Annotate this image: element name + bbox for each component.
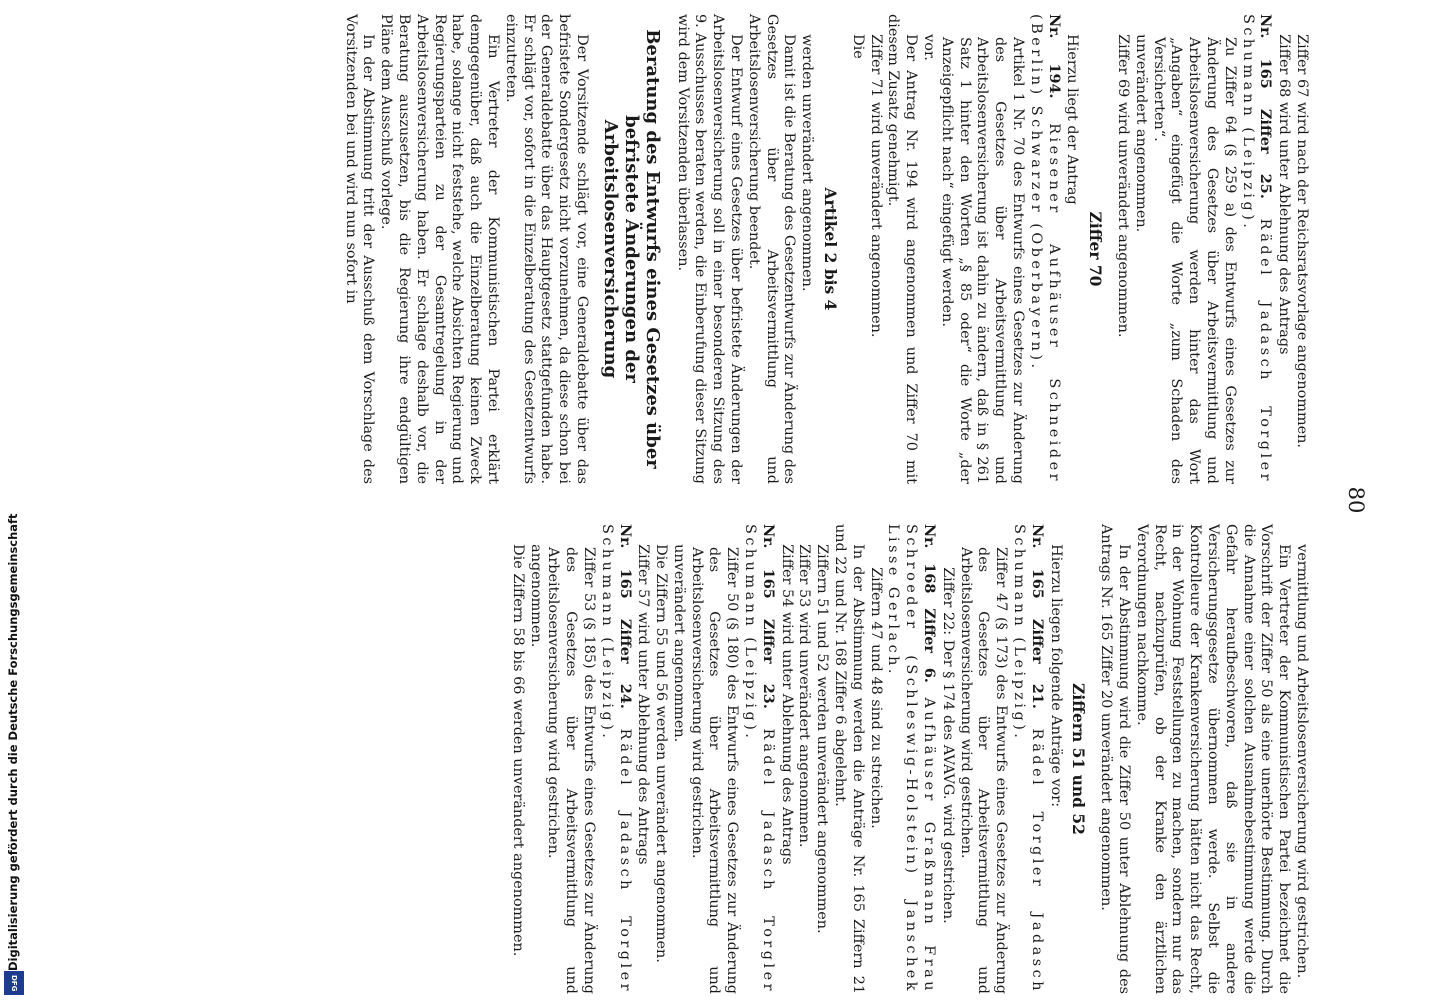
motion-number: Nr. 168 Ziffer 6. xyxy=(921,524,939,683)
paragraph: Damit ist die Beratung des Gesetzentwurfs zur Änderung des Gesetzes über Arbeitsvermittlung und Arbeitslosenversicherung beendet. xyxy=(745,14,798,484)
section-heading: Ziffer 70 xyxy=(1086,211,1106,287)
motion-subtext: Ziffer 22: Der § 174 des AVAVG. wird gestrichen. xyxy=(939,567,956,924)
paragraph: Ziffer 54 wird unter Ablehnung des Antrags xyxy=(778,544,795,865)
paragraph: Ziffer 71 wird unverändert angenommen. xyxy=(867,34,884,338)
motion-header xyxy=(1238,14,1275,484)
motion-sponsors: Aufhäuser Graßmann Frau Schroeder (Schleswig-Holstein) Janschek Lisse Gerlach. xyxy=(885,524,938,994)
paragraph: Ziffer 57 wird unter Ablehnung des Antrags xyxy=(635,544,652,865)
motion-number: Nr. 165 Ziffer 24. xyxy=(616,524,634,709)
paragraph: Ziffer 68 wird unter Ablehnung des Antrags xyxy=(1276,34,1293,355)
motion-header xyxy=(884,524,938,994)
motion-entry xyxy=(544,524,634,994)
section-heading: Ziffern 51 und 52 xyxy=(1069,683,1089,835)
paragraph: In der Abstimmung wird die Ziffer 50 unter Ablehnung des Antrags Nr. 165 Ziffer 20 unverändert angenommen. xyxy=(1098,524,1133,994)
motion-subtext: Ziffern 47 und 48 sind zu streichen. xyxy=(867,567,884,829)
motion-number: Nr. 165 Ziffer 21. xyxy=(1028,524,1046,709)
paragraph: In der Abstimmung werden die Anträge Nr. 165 Ziffern 21 und 22 und Nr. 168 Ziffer 6 abgelehnt. xyxy=(832,524,866,994)
motion-entry xyxy=(687,524,777,994)
motion-sponsors: Rädel Jadasch Torgler Schumann (Leipzig). xyxy=(742,524,776,994)
motion-entry xyxy=(937,14,1063,484)
digitization-credit xyxy=(0,0,30,1000)
paragraph: In der Abstimmung tritt der Ausschuß dem Vorschlage des Vorsitzenden bei und wird nun sofort in xyxy=(342,14,377,484)
motion-text: Zu Ziffer 64 (§ 259 a) des Entwurfs eines Gesetzes zur Änderung des Gesetzes über Arbeitsvermittlung und Arbeitslosenversicherung werden hinter das Wort „Angaben“ eingefügt die Worte „zum Schaden des Versicherten“. xyxy=(1150,37,1238,484)
paragraph: Hierzu liegen folgende Anträge vor: xyxy=(1047,544,1064,808)
motion-sponsors: Rädel Torgler Jadasch Schumann (Leipzig). xyxy=(1011,524,1045,994)
page-number: 80 xyxy=(1344,486,1368,514)
motion-text: Ziffer 47 (§ 173) des Entwurfs eines Gesetzes zur Änderung des Gesetzes über Arbeitsvermittlung und Arbeitslosenversicherung wird gestrichen. xyxy=(957,547,1010,994)
motion-sponsors: Rädel Jadasch Torgler Schumann (Leipzig). xyxy=(1239,14,1274,484)
section-heading: Artikel 2 bis 4 xyxy=(821,187,841,311)
motion-text: Artikel 1 Nr. 70 des Entwurfs eines Gesetzes zur Änderung des Gesetzes über Arbeitsvermittlung und Arbeitslosenversicherung ist dahin zu ändern, daß in § 261 Satz 1 hinter den Worten „§ 85 oder“ die Worte „der Anzeigepflicht nach“ eingefügt werden. xyxy=(938,37,1027,484)
motion-sponsors: Rädel Jadasch Torgler Schumann (Leipzig). xyxy=(598,524,633,994)
paragraph: Ein Vertreter der Kommunistischen Partei erklärt demgegenüber, daß auch die Einzelberatung keinen Zweck habe, solange nicht feststehe, welche Absichten Regierung und Regierungsparteien zu der Gesamtregelung in der Arbeitslosenversicherung haben. Er schlage deshalb vor, die Beratung auszusetzen, bis die Regierung ihre endgültigen Pläne dem Ausschuß vorlege. xyxy=(378,14,501,484)
right-column xyxy=(508,524,1310,994)
paragraph: Ziffer 69 wird unverändert angenommen. xyxy=(1115,34,1132,338)
major-heading: Beratung des Entwurfs eines Gesetzes über befristete Änderungen der Arbeitslosenversicherung xyxy=(599,29,663,469)
paragraph: vor. xyxy=(921,34,938,61)
paragraph: vermittlung und Arbeitslosenversicherung wird gestrichen. xyxy=(1294,544,1310,979)
motion-header xyxy=(597,524,634,994)
motion-text: Ziffer 53 (§ 185) des Entwurfs eines Gesetzes zur Änderung des Gesetzes über Arbeitsvermittlung und Arbeitslosenversicherung wird gestrichen. xyxy=(545,547,597,994)
motion-number: Nr. 194. xyxy=(1045,14,1063,99)
motion-number: Nr. 165 Ziffer 23. xyxy=(759,524,777,709)
motion-number: Nr. 165 Ziffer 25. xyxy=(1257,14,1275,199)
paragraph: Ziffer 53 wird unverändert angenommen. xyxy=(796,544,813,848)
paragraph: Ein Vertreter der Kommunistischen Partei bezeichnet die Vorschrift der Ziffer 50 als eine unerhörte Bestimmung. Durch die Annahme einer solchen Ausnahmebestimmung werde die Gefahr heraufbeschworen, daß sie in andere Versicherungsgesetze übernommen werde. Selbst die Kontrolleure der Krankenversicherung hätten nicht das Recht, in der Wohnung Feststellungen zu machen, sondern nur das Recht, nachzuprüfen, ob der Kranke den ärztlichen Verordnungen nachkomme. xyxy=(1133,524,1293,994)
paragraph: unverändert angenommen. xyxy=(1132,34,1149,233)
motion-entry xyxy=(866,524,938,994)
credit-text: Digitalisierung gefördert durch die Deutsche Forschungsgemeinschaft xyxy=(6,513,20,971)
paragraph: angenommen. xyxy=(527,544,544,648)
paragraph: Ziffer 67 wird nach der Reichsratsvorlage angenommen. xyxy=(1294,34,1310,448)
paragraph: unverändert angenommen. xyxy=(670,544,687,743)
paragraph: Die Ziffern 55 und 56 werden unverändert angenommen. xyxy=(653,544,670,963)
paragraph: Die xyxy=(849,34,866,59)
paragraph: werden unverändert angenommen. xyxy=(799,34,816,292)
motion-header xyxy=(1009,524,1046,994)
paragraph: Die Ziffern 58 bis 66 werden unverändert angenommen. xyxy=(509,544,526,957)
paragraph: Der Entwurf eines Gesetzes über befristete Änderungen der Arbeitslosenversicherung soll in einer besonderen Sitzung des 9. Ausschusses beraten werden, die Einberufung dieser Sitzung wird dem Vorsitzenden überlassen. xyxy=(674,14,745,484)
left-column xyxy=(341,14,1310,484)
motion-header xyxy=(740,524,777,994)
motion-header xyxy=(1026,14,1063,484)
motion-entry xyxy=(1149,14,1275,484)
paragraph: Ziffern 51 und 52 werden unverändert angenommen. xyxy=(814,544,831,934)
motion-sponsors: Riesener Aufhäuser Schneider (Berlin) Schwarzer (Oberbayern). xyxy=(1027,14,1062,485)
paragraph: Der Vorsitzende schlägt vor, eine Generaldebatte über das befristete Sondergesetz nicht vorzunehmen, da diese schon bei der Generaldebatte über das Hauptgesetz stattgefunden habe. Er schlägt vor, sofort in die Einzelberatung des Gesetzentwurfs einzutreten. xyxy=(502,14,590,484)
motion-text: Ziffer 50 (§ 180) des Entwurfs eines Gesetzes zur Änderung des Gesetzes über Arbeitsvermittlung und Arbeitslosenversicherung wird gestrichen. xyxy=(688,547,741,994)
dfg-logo: DFG xyxy=(4,971,24,995)
paragraph: Der Antrag Nr. 194 wird angenommen und Ziffer 70 mit diesem Zusatz genehmigt. xyxy=(885,14,920,484)
paragraph: Hierzu liegt der Antrag xyxy=(1064,34,1081,205)
motion-entry xyxy=(938,524,1046,994)
